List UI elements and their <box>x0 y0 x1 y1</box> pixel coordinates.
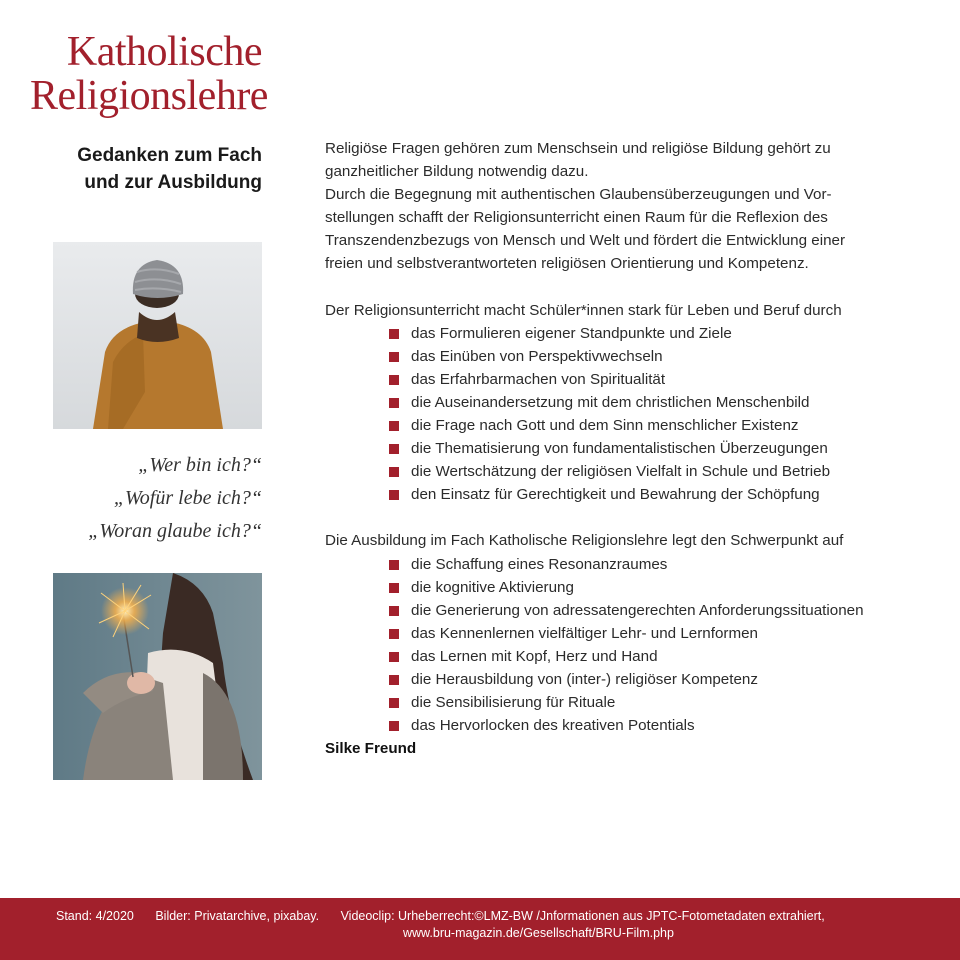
bullet-square-icon <box>389 444 399 454</box>
footer-credits <box>56 908 843 925</box>
quote-block <box>30 449 262 548</box>
bullet-square-icon <box>389 652 399 662</box>
list-item: das Hervorlocken des kreativen Potentials <box>389 714 925 737</box>
intro-paragraph <box>325 137 925 276</box>
list-item: die Thematisierung von fundamentalistischen Überzeugungen <box>389 437 925 460</box>
bullet-square-icon <box>389 329 399 339</box>
bullet-square-icon <box>389 629 399 639</box>
main-text <box>325 137 925 760</box>
photo-sparkler <box>53 573 262 780</box>
section1-list <box>325 322 925 507</box>
list-item: die kognitive Aktivierung <box>389 576 925 599</box>
footer-url: www.bru-magazin.de/Gesellschaft/BRU-Film.php <box>403 926 674 940</box>
footer-videoclip: Videoclip: Urheberrecht:©LMZ-BW /Jnformationen aus JPTC-Fotometadaten extrahiert, <box>340 909 825 923</box>
bullet-square-icon <box>389 421 399 431</box>
bullet-square-icon <box>389 583 399 593</box>
bullet-square-icon <box>389 606 399 616</box>
list-item: den Einsatz für Gerechtigkeit und Bewahrung der Schöpfung <box>389 483 925 506</box>
subtitle-line-2: und zur Ausbildung <box>84 172 262 193</box>
quote-1: „Wer bin ich?“ <box>138 454 262 476</box>
footer-bilder: Bilder: Privatarchive, pixabay. <box>155 909 320 923</box>
list-item: die Auseinandersetzung mit dem christlichen Menschenbild <box>389 391 925 414</box>
intro-line-6: freien und selbstverantworteten religiösen Orientierung und Kompetenz. <box>325 255 809 273</box>
bullet-square-icon <box>389 698 399 708</box>
intro-line-5: Transzendenzbezugs von Mensch und Welt und fördert die Entwicklung einer <box>325 232 846 250</box>
title-line-2: Religionslehre <box>30 73 268 119</box>
list-item: die Schaffung eines Resonanzraumes <box>389 553 925 576</box>
section2-lead: Die Ausbildung im Fach Katholische Religionslehre legt den Schwerpunkt auf <box>325 532 844 550</box>
list-item: die Frage nach Gott und dem Sinn menschlicher Existenz <box>389 414 925 437</box>
list-item: das Kennenlernen vielfältiger Lehr- und Lernformen <box>389 622 925 645</box>
intro-line-2: ganzheitlicher Bildung notwendig dazu. <box>325 163 589 181</box>
intro-line-4: stellungen schafft der Religionsunterricht einen Raum für die Reflexion des <box>325 209 828 227</box>
intro-line-3: Durch die Begegnung mit authentischen Glaubensüberzeugungen und Vor- <box>325 186 832 204</box>
title-line-1: Katholische <box>66 29 262 75</box>
photo-person-beanie <box>53 242 262 429</box>
list-item: das Einüben von Perspektivwechseln <box>389 345 925 368</box>
bullet-square-icon <box>389 675 399 685</box>
section2-list <box>325 553 925 738</box>
bullet-square-icon <box>389 560 399 570</box>
bullet-square-icon <box>389 375 399 385</box>
subtitle-line-1: Gedanken zum Fach <box>77 145 262 166</box>
section1-lead: Der Religionsunterricht macht Schüler*innen stark für Leben und Beruf durch <box>325 301 842 319</box>
bullet-square-icon <box>389 398 399 408</box>
list-item: das Lernen mit Kopf, Herz und Hand <box>389 645 925 668</box>
list-item: die Generierung von adressatengerechten Anforderungssituationen <box>389 599 925 622</box>
bullet-square-icon <box>389 467 399 477</box>
footer-bar <box>0 898 960 960</box>
page-title <box>30 29 268 119</box>
list-item: die Herausbildung von (inter-) religiöser Kompetenz <box>389 668 925 691</box>
page-subtitle <box>30 142 262 196</box>
intro-line-1: Religiöse Fragen gehören zum Menschsein und religiöse Bildung gehört zu <box>325 140 831 157</box>
list-item: die Wertschätzung der religiösen Vielfalt in Schule und Betrieb <box>389 460 925 483</box>
list-item: die Sensibilisierung für Rituale <box>389 691 925 714</box>
bullet-square-icon <box>389 352 399 362</box>
author-name: Silke Freund <box>325 740 417 758</box>
quote-2: „Wofür lebe ich?“ <box>113 487 262 509</box>
quote-3: „Woran glaube ich?“ <box>88 520 262 542</box>
bullet-square-icon <box>389 721 399 731</box>
left-column <box>30 29 268 196</box>
bullet-square-icon <box>389 490 399 500</box>
list-item: das Formulieren eigener Standpunkte und Ziele <box>389 322 925 345</box>
footer-stand: Stand: 4/2020 <box>56 909 134 923</box>
list-item: das Erfahrbarmachen von Spiritualität <box>389 368 925 391</box>
